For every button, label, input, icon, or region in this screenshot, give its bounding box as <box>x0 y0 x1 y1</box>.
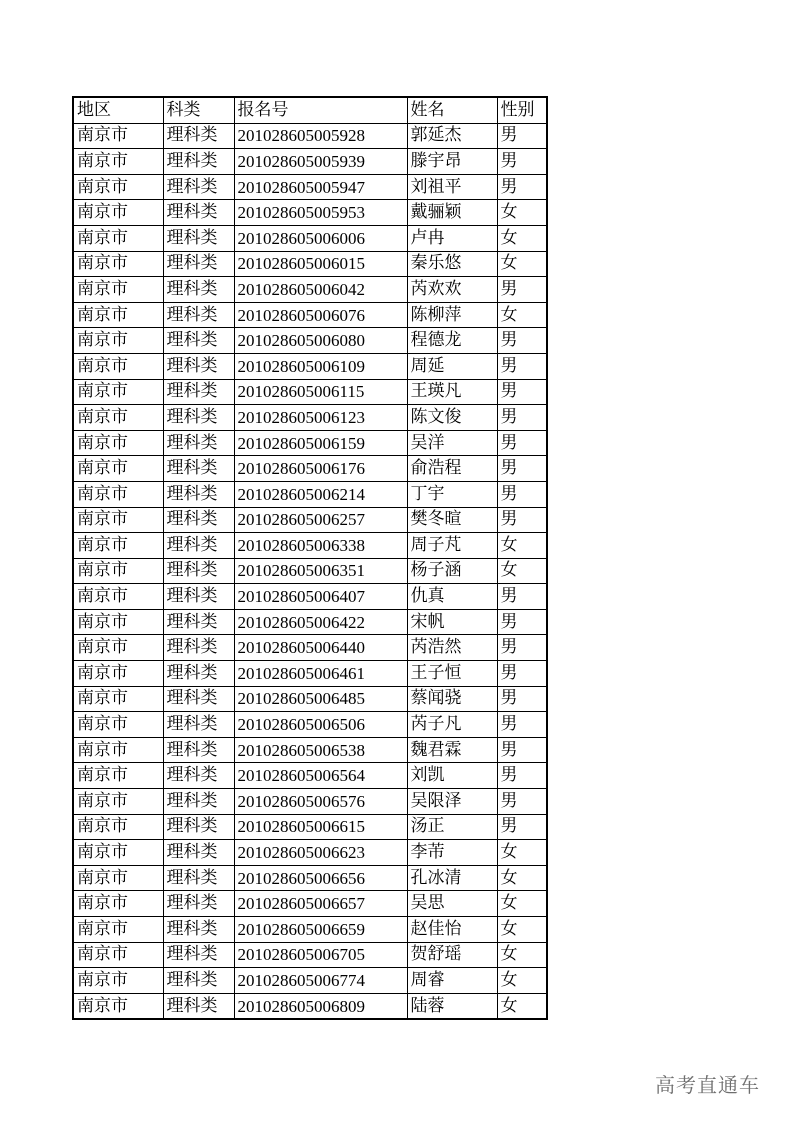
cell-gender: 男 <box>497 661 547 687</box>
cell-gender: 男 <box>497 328 547 354</box>
cell-gender: 男 <box>497 174 547 200</box>
cell-region: 南京市 <box>73 200 163 226</box>
cell-name: 周子芃 <box>407 533 497 559</box>
cell-registration-number: 201028605006564 <box>234 763 407 789</box>
table-row <box>73 584 547 610</box>
cell-region: 南京市 <box>73 993 163 1019</box>
cell-name: 俞浩程 <box>407 456 497 482</box>
cell-region: 南京市 <box>73 558 163 584</box>
cell-subject: 理科类 <box>163 533 234 559</box>
cell-subject: 理科类 <box>163 968 234 994</box>
table-row <box>73 277 547 303</box>
cell-name: 宋帆 <box>407 609 497 635</box>
cell-registration-number: 201028605006076 <box>234 302 407 328</box>
table-row <box>73 430 547 456</box>
cell-region: 南京市 <box>73 609 163 635</box>
cell-registration-number: 201028605006774 <box>234 968 407 994</box>
cell-subject: 理科类 <box>163 200 234 226</box>
cell-region: 南京市 <box>73 353 163 379</box>
cell-registration-number: 201028605006809 <box>234 993 407 1019</box>
cell-name: 陈柳萍 <box>407 302 497 328</box>
cell-registration-number: 201028605006159 <box>234 430 407 456</box>
cell-registration-number: 201028605006351 <box>234 558 407 584</box>
cell-name: 魏君霖 <box>407 737 497 763</box>
cell-subject: 理科类 <box>163 737 234 763</box>
cell-gender: 男 <box>497 737 547 763</box>
cell-subject: 理科类 <box>163 712 234 738</box>
cell-gender: 女 <box>497 200 547 226</box>
cell-subject: 理科类 <box>163 686 234 712</box>
table-row <box>73 840 547 866</box>
cell-gender: 男 <box>497 277 547 303</box>
cell-name: 芮欢欢 <box>407 277 497 303</box>
cell-name: 蔡闻骁 <box>407 686 497 712</box>
table-row <box>73 507 547 533</box>
cell-name: 郭延杰 <box>407 123 497 149</box>
cell-subject: 理科类 <box>163 456 234 482</box>
cell-subject: 理科类 <box>163 302 234 328</box>
cell-gender: 男 <box>497 814 547 840</box>
cell-subject: 理科类 <box>163 277 234 303</box>
cell-registration-number: 201028605006123 <box>234 405 407 431</box>
cell-registration-number: 201028605006176 <box>234 456 407 482</box>
cell-gender: 男 <box>497 584 547 610</box>
cell-name: 陆蓉 <box>407 993 497 1019</box>
table-row <box>73 712 547 738</box>
cell-gender: 女 <box>497 891 547 917</box>
cell-subject: 理科类 <box>163 865 234 891</box>
cell-gender: 男 <box>497 763 547 789</box>
cell-registration-number: 201028605006485 <box>234 686 407 712</box>
cell-subject: 理科类 <box>163 225 234 251</box>
cell-name: 吴洋 <box>407 430 497 456</box>
cell-subject: 理科类 <box>163 993 234 1019</box>
cell-registration-number: 201028605006015 <box>234 251 407 277</box>
cell-region: 南京市 <box>73 891 163 917</box>
table-header-row <box>73 97 547 123</box>
cell-gender: 女 <box>497 917 547 943</box>
cell-subject: 理科类 <box>163 584 234 610</box>
cell-name: 樊冬暄 <box>407 507 497 533</box>
cell-gender: 男 <box>497 712 547 738</box>
cell-region: 南京市 <box>73 251 163 277</box>
table-row <box>73 328 547 354</box>
cell-name: 周睿 <box>407 968 497 994</box>
table-row <box>73 635 547 661</box>
cell-registration-number: 201028605005928 <box>234 123 407 149</box>
header-registration-number: 报名号 <box>234 97 407 123</box>
table-row <box>73 789 547 815</box>
table-row <box>73 251 547 277</box>
cell-registration-number: 201028605005947 <box>234 174 407 200</box>
cell-subject: 理科类 <box>163 405 234 431</box>
cell-registration-number: 201028605006461 <box>234 661 407 687</box>
cell-region: 南京市 <box>73 481 163 507</box>
table-row <box>73 456 547 482</box>
cell-registration-number: 201028605006623 <box>234 840 407 866</box>
cell-gender: 男 <box>497 149 547 175</box>
cell-region: 南京市 <box>73 737 163 763</box>
cell-name: 王瑛凡 <box>407 379 497 405</box>
cell-name: 芮子凡 <box>407 712 497 738</box>
cell-name: 贺舒瑶 <box>407 942 497 968</box>
cell-name: 芮浩然 <box>407 635 497 661</box>
cell-registration-number: 201028605006506 <box>234 712 407 738</box>
cell-name: 李芾 <box>407 840 497 866</box>
table-row <box>73 968 547 994</box>
cell-subject: 理科类 <box>163 379 234 405</box>
cell-subject: 理科类 <box>163 174 234 200</box>
cell-subject: 理科类 <box>163 763 234 789</box>
table-row <box>73 405 547 431</box>
cell-registration-number: 201028605005939 <box>234 149 407 175</box>
cell-subject: 理科类 <box>163 635 234 661</box>
cell-gender: 男 <box>497 405 547 431</box>
table-row <box>73 302 547 328</box>
cell-subject: 理科类 <box>163 661 234 687</box>
cell-gender: 女 <box>497 558 547 584</box>
cell-region: 南京市 <box>73 328 163 354</box>
cell-registration-number: 201028605006705 <box>234 942 407 968</box>
cell-subject: 理科类 <box>163 123 234 149</box>
cell-name: 吴限泽 <box>407 789 497 815</box>
student-roster-table <box>72 96 548 1020</box>
table-row <box>73 686 547 712</box>
cell-region: 南京市 <box>73 405 163 431</box>
cell-subject: 理科类 <box>163 481 234 507</box>
table-row <box>73 353 547 379</box>
cell-name: 丁宇 <box>407 481 497 507</box>
cell-region: 南京市 <box>73 712 163 738</box>
cell-name: 程德龙 <box>407 328 497 354</box>
cell-gender: 男 <box>497 789 547 815</box>
cell-name: 吴思 <box>407 891 497 917</box>
table-row <box>73 533 547 559</box>
cell-region: 南京市 <box>73 456 163 482</box>
header-subject: 科类 <box>163 97 234 123</box>
cell-region: 南京市 <box>73 814 163 840</box>
cell-registration-number: 201028605006659 <box>234 917 407 943</box>
table-row <box>73 942 547 968</box>
cell-registration-number: 201028605006080 <box>234 328 407 354</box>
cell-name: 卢冉 <box>407 225 497 251</box>
cell-subject: 理科类 <box>163 353 234 379</box>
cell-gender: 女 <box>497 533 547 559</box>
table-row <box>73 123 547 149</box>
cell-registration-number: 201028605006422 <box>234 609 407 635</box>
cell-region: 南京市 <box>73 533 163 559</box>
cell-subject: 理科类 <box>163 328 234 354</box>
cell-region: 南京市 <box>73 507 163 533</box>
cell-subject: 理科类 <box>163 814 234 840</box>
cell-region: 南京市 <box>73 865 163 891</box>
cell-registration-number: 201028605006407 <box>234 584 407 610</box>
cell-region: 南京市 <box>73 917 163 943</box>
cell-subject: 理科类 <box>163 789 234 815</box>
cell-name: 陈文俊 <box>407 405 497 431</box>
cell-registration-number: 201028605006338 <box>234 533 407 559</box>
cell-region: 南京市 <box>73 635 163 661</box>
table-row <box>73 865 547 891</box>
cell-registration-number: 201028605006214 <box>234 481 407 507</box>
table-row <box>73 379 547 405</box>
cell-gender: 男 <box>497 686 547 712</box>
cell-subject: 理科类 <box>163 507 234 533</box>
cell-gender: 男 <box>497 430 547 456</box>
cell-registration-number: 201028605006538 <box>234 737 407 763</box>
header-region: 地区 <box>73 97 163 123</box>
cell-subject: 理科类 <box>163 840 234 866</box>
cell-subject: 理科类 <box>163 891 234 917</box>
table-row <box>73 661 547 687</box>
cell-gender: 女 <box>497 865 547 891</box>
cell-name: 仇真 <box>407 584 497 610</box>
cell-subject: 理科类 <box>163 942 234 968</box>
cell-gender: 男 <box>497 456 547 482</box>
cell-subject: 理科类 <box>163 251 234 277</box>
cell-name: 周延 <box>407 353 497 379</box>
cell-subject: 理科类 <box>163 609 234 635</box>
cell-registration-number: 201028605006440 <box>234 635 407 661</box>
cell-subject: 理科类 <box>163 149 234 175</box>
cell-registration-number: 201028605006115 <box>234 379 407 405</box>
table-row <box>73 174 547 200</box>
header-gender: 性别 <box>497 97 547 123</box>
cell-gender: 男 <box>497 609 547 635</box>
cell-gender: 女 <box>497 942 547 968</box>
cell-region: 南京市 <box>73 661 163 687</box>
header-name: 姓名 <box>407 97 497 123</box>
cell-region: 南京市 <box>73 686 163 712</box>
cell-gender: 女 <box>497 840 547 866</box>
cell-region: 南京市 <box>73 174 163 200</box>
cell-registration-number: 201028605006657 <box>234 891 407 917</box>
cell-registration-number: 201028605006257 <box>234 507 407 533</box>
table-row <box>73 481 547 507</box>
table-row <box>73 814 547 840</box>
cell-region: 南京市 <box>73 225 163 251</box>
cell-name: 滕宇昂 <box>407 149 497 175</box>
cell-name: 秦乐悠 <box>407 251 497 277</box>
table-row <box>73 891 547 917</box>
table-row <box>73 200 547 226</box>
cell-region: 南京市 <box>73 149 163 175</box>
cell-name: 王子恒 <box>407 661 497 687</box>
cell-subject: 理科类 <box>163 430 234 456</box>
table-row <box>73 609 547 635</box>
table-row <box>73 917 547 943</box>
cell-gender: 女 <box>497 968 547 994</box>
cell-region: 南京市 <box>73 123 163 149</box>
cell-subject: 理科类 <box>163 917 234 943</box>
cell-gender: 男 <box>497 507 547 533</box>
cell-region: 南京市 <box>73 942 163 968</box>
cell-subject: 理科类 <box>163 558 234 584</box>
cell-region: 南京市 <box>73 430 163 456</box>
table-row <box>73 993 547 1019</box>
table-row <box>73 763 547 789</box>
table-row <box>73 149 547 175</box>
cell-name: 刘凯 <box>407 763 497 789</box>
cell-region: 南京市 <box>73 302 163 328</box>
table-body <box>73 123 547 1019</box>
cell-name: 戴骊颖 <box>407 200 497 226</box>
cell-region: 南京市 <box>73 277 163 303</box>
cell-name: 杨子涵 <box>407 558 497 584</box>
cell-registration-number: 201028605006615 <box>234 814 407 840</box>
cell-region: 南京市 <box>73 789 163 815</box>
watermark-text: 高考直通车 <box>655 1073 760 1097</box>
cell-gender: 男 <box>497 123 547 149</box>
cell-registration-number: 201028605006042 <box>234 277 407 303</box>
cell-region: 南京市 <box>73 968 163 994</box>
cell-gender: 女 <box>497 251 547 277</box>
cell-registration-number: 201028605006576 <box>234 789 407 815</box>
cell-name: 孔冰清 <box>407 865 497 891</box>
table-row <box>73 737 547 763</box>
cell-gender: 女 <box>497 993 547 1019</box>
cell-registration-number: 201028605005953 <box>234 200 407 226</box>
cell-gender: 男 <box>497 481 547 507</box>
cell-region: 南京市 <box>73 379 163 405</box>
cell-registration-number: 201028605006656 <box>234 865 407 891</box>
table-row <box>73 225 547 251</box>
cell-name: 赵佳怡 <box>407 917 497 943</box>
cell-gender: 男 <box>497 635 547 661</box>
cell-gender: 男 <box>497 353 547 379</box>
cell-region: 南京市 <box>73 840 163 866</box>
cell-region: 南京市 <box>73 763 163 789</box>
cell-gender: 女 <box>497 225 547 251</box>
cell-name: 刘祖平 <box>407 174 497 200</box>
cell-name: 汤正 <box>407 814 497 840</box>
cell-gender: 女 <box>497 302 547 328</box>
cell-gender: 男 <box>497 379 547 405</box>
cell-registration-number: 201028605006109 <box>234 353 407 379</box>
cell-registration-number: 201028605006006 <box>234 225 407 251</box>
table-row <box>73 558 547 584</box>
cell-region: 南京市 <box>73 584 163 610</box>
